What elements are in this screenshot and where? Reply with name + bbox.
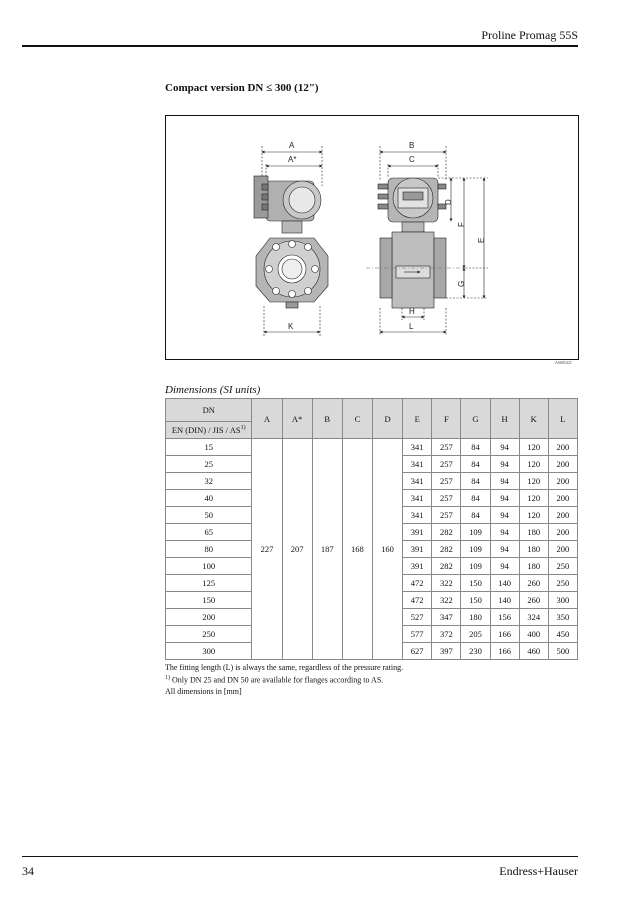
cell-e: 577 — [403, 626, 432, 643]
cell-f: 257 — [432, 507, 461, 524]
col-header-g: G — [461, 399, 490, 439]
table-row — [166, 439, 578, 456]
header-rule — [22, 45, 578, 47]
section-title: Compact version DN ≤ 300 (12") — [165, 82, 319, 94]
cell-f: 257 — [432, 456, 461, 473]
cell-g: 84 — [461, 507, 490, 524]
cell-f: 257 — [432, 490, 461, 507]
cell-h: 94 — [490, 541, 519, 558]
cell-h: 94 — [490, 456, 519, 473]
header-title: Proline Promag 55S — [481, 28, 578, 42]
dim-label-h: H — [409, 307, 415, 316]
cell-l: 350 — [548, 609, 577, 626]
cell-k: 260 — [519, 575, 548, 592]
cell-f: 282 — [432, 558, 461, 575]
dim-label-c: C — [409, 155, 415, 164]
cell-dn: 40 — [166, 490, 252, 507]
cell-h: 140 — [490, 592, 519, 609]
col-header-h: H — [490, 399, 519, 439]
cell-a-star-merged: 207 — [282, 439, 312, 660]
cell-dn: 65 — [166, 524, 252, 541]
col-header-a-star: A* — [282, 399, 312, 439]
cell-g: 84 — [461, 456, 490, 473]
cell-f: 322 — [432, 592, 461, 609]
cell-dn: 200 — [166, 609, 252, 626]
dn-subheader: EN (DIN) / JIS / AS$^{1)}$ — [166, 422, 252, 439]
cell-k: 324 — [519, 609, 548, 626]
cell-dn: 15 — [166, 439, 252, 456]
cell-f: 257 — [432, 439, 461, 456]
col-header-f: F — [432, 399, 461, 439]
col-header-l: L — [548, 399, 577, 439]
dim-label-l: L — [409, 322, 414, 331]
dim-label-a: A — [289, 141, 295, 150]
cell-l: 200 — [548, 541, 577, 558]
col-header-e: E — [403, 399, 432, 439]
cell-dn: 32 — [166, 473, 252, 490]
cell-l: 200 — [548, 490, 577, 507]
col-header-a: A — [252, 399, 282, 439]
cell-k: 260 — [519, 592, 548, 609]
cell-g: 84 — [461, 473, 490, 490]
col-header-d: D — [372, 399, 402, 439]
cell-g: 180 — [461, 609, 490, 626]
cell-h: 94 — [490, 439, 519, 456]
cell-f: 372 — [432, 626, 461, 643]
cell-h: 94 — [490, 507, 519, 524]
cell-k: 120 — [519, 473, 548, 490]
cell-k: 120 — [519, 490, 548, 507]
cell-dn: 100 — [166, 558, 252, 575]
note-as-flanges: $^{1)}$ Only DN 25 and DN 50 are available for flanges according to AS. — [165, 675, 384, 685]
dim-label-f: F — [457, 222, 466, 227]
cell-k: 460 — [519, 643, 548, 660]
cell-dn: 300 — [166, 643, 252, 660]
cell-g: 150 — [461, 592, 490, 609]
cell-e: 391 — [403, 524, 432, 541]
cell-h: 94 — [490, 524, 519, 541]
note-fitting-length: The fitting length (L) is always the same, regardless of the pressure rating. — [165, 663, 404, 672]
cell-f: 322 — [432, 575, 461, 592]
dim-label-g: G — [457, 280, 466, 287]
dim-label-e: E — [477, 237, 486, 243]
table-caption: Dimensions (SI units) — [165, 384, 261, 396]
dim-label-a-star: A* — [288, 155, 297, 164]
cell-a-merged: 227 — [252, 439, 282, 660]
cell-l: 200 — [548, 439, 577, 456]
cell-k: 180 — [519, 541, 548, 558]
cell-l: 250 — [548, 575, 577, 592]
cell-h: 94 — [490, 558, 519, 575]
dimension-drawing — [165, 115, 579, 360]
cell-dn: 125 — [166, 575, 252, 592]
dim-label-k: K — [288, 322, 294, 331]
cell-h: 166 — [490, 643, 519, 660]
drawing-svg — [166, 116, 578, 359]
footer-rule — [22, 856, 578, 857]
cell-l: 300 — [548, 592, 577, 609]
col-header-c: C — [342, 399, 372, 439]
cell-f: 347 — [432, 609, 461, 626]
cell-e: 472 — [403, 575, 432, 592]
cell-e: 627 — [403, 643, 432, 660]
cell-g: 109 — [461, 558, 490, 575]
col-header-k: K — [519, 399, 548, 439]
cell-l: 200 — [548, 473, 577, 490]
cell-h: 140 — [490, 575, 519, 592]
cell-e: 341 — [403, 507, 432, 524]
dim-label-b: B — [409, 141, 415, 150]
cell-g: 230 — [461, 643, 490, 660]
cell-k: 120 — [519, 456, 548, 473]
cell-e: 341 — [403, 456, 432, 473]
cell-e: 341 — [403, 473, 432, 490]
cell-e: 527 — [403, 609, 432, 626]
cell-f: 282 — [432, 541, 461, 558]
cell-h: 156 — [490, 609, 519, 626]
cell-g: 84 — [461, 439, 490, 456]
cell-h: 166 — [490, 626, 519, 643]
cell-g: 205 — [461, 626, 490, 643]
cell-k: 180 — [519, 558, 548, 575]
cell-f: 282 — [432, 524, 461, 541]
cell-l: 200 — [548, 524, 577, 541]
cell-g: 84 — [461, 490, 490, 507]
cell-e: 391 — [403, 541, 432, 558]
table-body — [166, 439, 578, 660]
cell-h: 94 — [490, 490, 519, 507]
cell-g: 109 — [461, 541, 490, 558]
note-units: All dimensions in [mm] — [165, 686, 242, 696]
dim-label-d: D — [444, 199, 453, 205]
cell-e: 341 — [403, 490, 432, 507]
cell-l: 250 — [548, 558, 577, 575]
page-number: 34 — [22, 864, 34, 878]
cell-g: 109 — [461, 524, 490, 541]
cell-e: 341 — [403, 439, 432, 456]
cell-c-merged: 168 — [342, 439, 372, 660]
cell-f: 397 — [432, 643, 461, 660]
cell-g: 150 — [461, 575, 490, 592]
cell-h: 94 — [490, 473, 519, 490]
dn-header: DN — [166, 399, 252, 422]
cell-l: 450 — [548, 626, 577, 643]
cell-d-merged: 160 — [372, 439, 402, 660]
figure-id: A0005421 — [555, 360, 572, 365]
col-header-b: B — [312, 399, 342, 439]
cell-f: 257 — [432, 473, 461, 490]
footer-brand: Endress+Hauser — [499, 864, 578, 878]
table-notes — [165, 662, 403, 697]
cell-l: 200 — [548, 507, 577, 524]
cell-e: 472 — [403, 592, 432, 609]
cell-dn: 80 — [166, 541, 252, 558]
cell-e: 391 — [403, 558, 432, 575]
cell-k: 180 — [519, 524, 548, 541]
cell-dn: 50 — [166, 507, 252, 524]
cell-dn: 150 — [166, 592, 252, 609]
cell-k: 120 — [519, 507, 548, 524]
dimensions-table — [165, 398, 578, 660]
cell-l: 500 — [548, 643, 577, 660]
cell-b-merged: 187 — [312, 439, 342, 660]
cell-dn: 250 — [166, 626, 252, 643]
cell-dn: 25 — [166, 456, 252, 473]
cell-l: 200 — [548, 456, 577, 473]
cell-k: 120 — [519, 439, 548, 456]
cell-k: 400 — [519, 626, 548, 643]
